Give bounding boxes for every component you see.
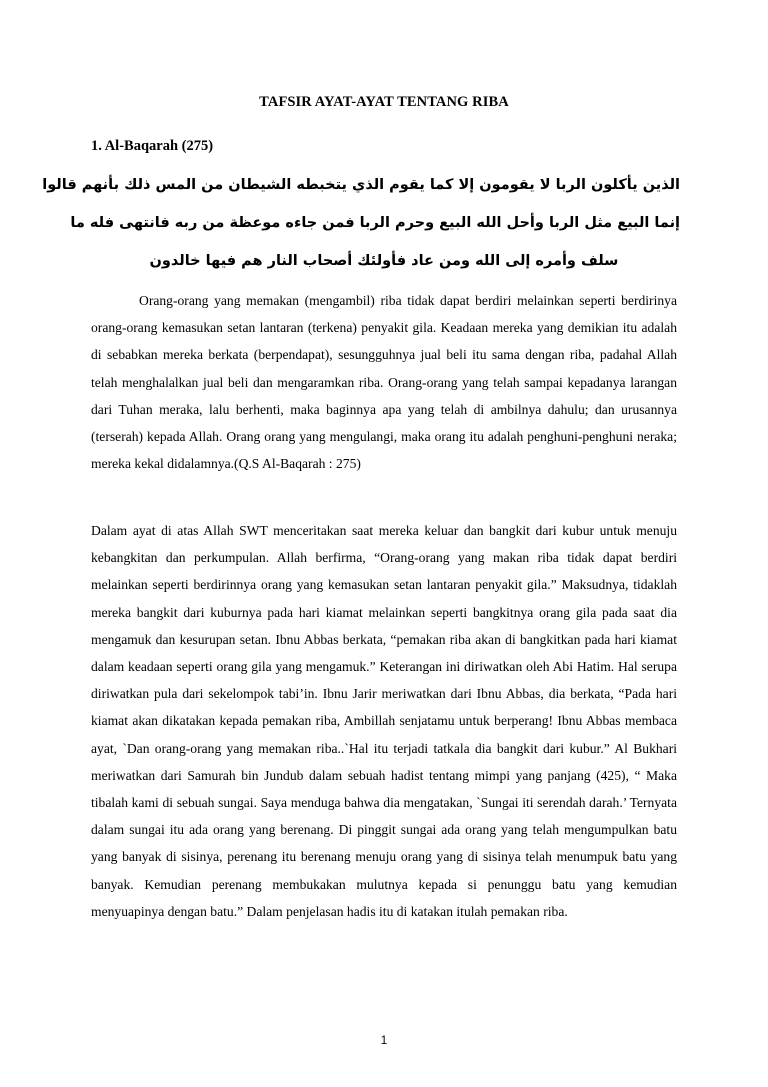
document-title: TAFSIR AYAT-AYAT TENTANG RIBA: [259, 94, 509, 110]
arabic-verse-line-3: سلف وأمره إلى الله ومن عاد فأولئك أصحاب النار هم فيها خالدون: [149, 253, 619, 269]
section-heading: 1. Al-Baqarah (275): [91, 138, 214, 154]
translation-paragraph: Orang-orang yang memakan (mengambil) riba tidak dapat berdiri melainkan seperti berdirinya orang-orang kemasukan setan lantaran (terkena) penyakit gila. Keadaan mereka yang demikian itu adalah di sebabkan mereka berkata (berpendapat), sesungguhnya jual beli itu sama dengan riba, padahal Allah telah menghalalkan jual beli dan mengaramkan riba. Orang-orang yang telah sampai kepadanya larangan dari Tuhan meraka, lalu berhenti, maka baginnya apa yang telah di ambilnya dahulu; dan urusannya (terserah) kepada Allah. Orang orang yang mengulangi, maka orang itu adalah penghuni-penghuni neraka; mereka kekal didalamnya.(Q.S Al-Baqarah : 275): [91, 293, 677, 472]
page-number: 1: [380, 1035, 388, 1047]
arabic-verse-line-2: إنما البيع مثل الربا وأحل الله البيع وحرم الربا فمن جاءه موعظة من ربه فانتهى فله ما: [70, 215, 680, 231]
commentary-paragraph: Dalam ayat di atas Allah SWT menceritakan saat mereka keluar dan bangkit dari kubur untuk menuju kebangkitan dan perkumpulan. Allah berfirma, “Orang-orang yang makan riba tidak dapat berdiri melainkan seperti berdirinnya orang yang kemasukan setan lantaran penyakit gila.” Maksudnya, tidaklah mereka bangkit dari kuburnya pada hari kiamat melainkan seperti bangkitnya orang gila pada saat dia mengamuk dan kesurupan setan. Ibnu Abbas berkata, “pemakan riba akan di bangkitkan pada hari kiamat dalam keadaan seperti orang gila yang mengamuk.” Keterangan ini diriwatkan oleh Abi Hatim. Hal serupa diriwatkan pula dari sekelompok tabi’in. Ibnu Jarir meriwatkan dari Ibnu Abbas, dia berkata, “Pada hari kiamat akan dikatakan kepada pemakan riba, Ambillah senjatamu untuk berperang! Ibnu Abbas membaca ayat, `Dan orang-orang yang memakan riba..`Hal itu terjadi tatkala dia bangkit dari kubur.” Al Bukhari meriwatkan dari Samurah bin Jundub dalam sebuah hadist tentang mimpi yang panjang (425), “ Maka tibalah kami di sebuah sungai. Saya menduga bahwa dia mengatakan, `Sungai iti serendah darah.’ Ternyata dalam sungai itu ada orang yang berenang. Di pinggit sungai ada orang yang telah mengumpulkan batu yang banyak di sisinya, perenang itu berenang menuju orang yang di sisinya telah menumpuk batu yang banyak. Kemudian perenang membukakan mulutnya kepada si penunggu batu yang kemudian menyuapinya dengan batu.” Dalam penjelasan hadis itu di katakan itulah pemakan riba.: [91, 523, 677, 919]
arabic-verse-line-1: الذين يأكلون الربا لا يقومون إلا كما يقوم الذي يتخبطه الشيطان من المس ذلك بأنهم قالوا: [42, 177, 680, 193]
